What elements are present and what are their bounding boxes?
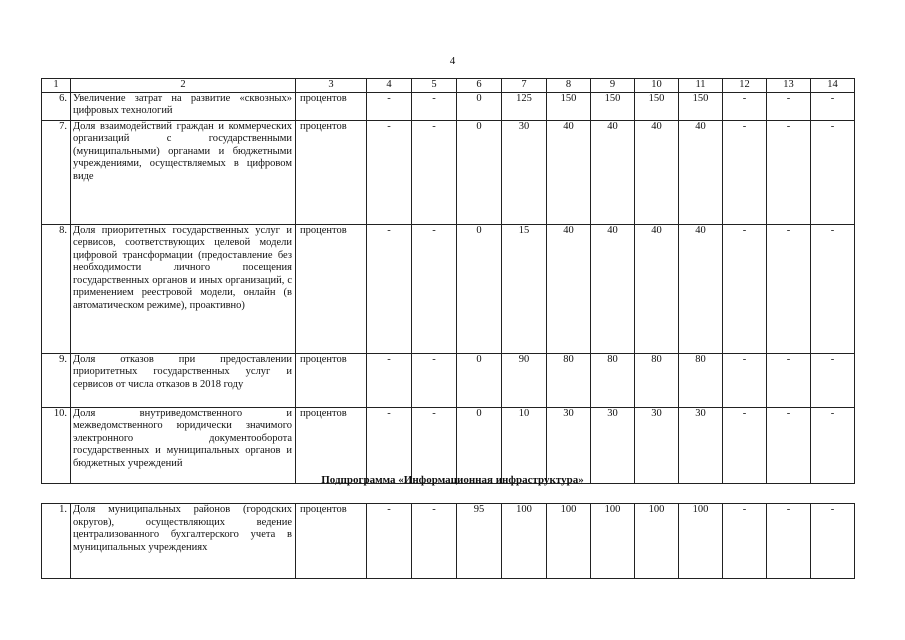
indicator-value: 40	[547, 120, 591, 224]
indicator-value: 40	[591, 120, 635, 224]
table-row	[42, 504, 855, 579]
indicator-value: 150	[547, 92, 591, 120]
subprogram-title: Подпрограмма «Информационная инфраструктура»	[321, 474, 584, 486]
indicator-value: -	[412, 224, 457, 353]
indicator-value: -	[723, 353, 767, 407]
indicator-name: Доля внутриведомственного и межведомственного юридически значимого электронного документооборота государственных и муниципальных органов и бюджетных учреждений	[71, 407, 296, 483]
indicator-value: 100	[591, 504, 635, 579]
indicator-value: 40	[547, 224, 591, 353]
indicator-name: Доля взаимодействий граждан и коммерческих организаций с государственными (муниципальными) органами и бюджетными учреждениями, осуществляемых в цифровом виде	[71, 120, 296, 224]
indicator-value: 80	[679, 353, 723, 407]
column-number-row	[42, 79, 855, 93]
subprogram-table	[41, 503, 855, 579]
indicator-value: -	[723, 407, 767, 483]
column-number: 6	[457, 79, 502, 93]
indicator-value: 30	[679, 407, 723, 483]
unit-of-measure: процентов	[296, 92, 367, 120]
indicator-value: 40	[635, 224, 679, 353]
indicator-value: -	[811, 504, 855, 579]
indicator-name: Доля муниципальных районов (городских округов), осуществляющих ведение централизованного бухгалтерского учета в муниципальных учреждениях	[71, 504, 296, 579]
indicator-value: 0	[457, 120, 502, 224]
column-number: 13	[767, 79, 811, 93]
indicator-value: 40	[679, 224, 723, 353]
indicator-value: 100	[635, 504, 679, 579]
indicators-table	[41, 78, 855, 484]
row-number: 9.	[42, 353, 71, 407]
indicator-value: -	[412, 120, 457, 224]
indicator-value: -	[412, 353, 457, 407]
indicator-value: -	[767, 407, 811, 483]
table-row	[42, 353, 855, 407]
table-row	[42, 407, 855, 483]
unit-of-measure: процентов	[296, 504, 367, 579]
indicator-value: -	[367, 407, 412, 483]
indicator-value: -	[767, 353, 811, 407]
column-number: 7	[502, 79, 547, 93]
indicator-value: -	[811, 224, 855, 353]
indicator-value: -	[412, 92, 457, 120]
indicator-value: 30	[547, 407, 591, 483]
column-number: 12	[723, 79, 767, 93]
indicator-value: 80	[547, 353, 591, 407]
indicator-value: 0	[457, 224, 502, 353]
page-number: 4	[449, 55, 456, 67]
indicator-value: 15	[502, 224, 547, 353]
indicator-value: 40	[591, 224, 635, 353]
row-number: 7.	[42, 120, 71, 224]
column-number: 11	[679, 79, 723, 93]
unit-of-measure: процентов	[296, 224, 367, 353]
unit-of-measure: процентов	[296, 353, 367, 407]
row-number: 8.	[42, 224, 71, 353]
table-row	[42, 224, 855, 353]
indicator-value: 95	[457, 504, 502, 579]
column-number: 10	[635, 79, 679, 93]
row-number: 6.	[42, 92, 71, 120]
indicator-value: -	[412, 504, 457, 579]
table-row	[42, 92, 855, 120]
row-number: 10.	[42, 407, 71, 483]
column-number: 1	[42, 79, 71, 93]
indicator-value: 30	[502, 120, 547, 224]
indicator-value: 0	[457, 92, 502, 120]
indicator-value: 100	[547, 504, 591, 579]
indicator-value: -	[767, 224, 811, 353]
indicator-value: 150	[635, 92, 679, 120]
indicator-value: -	[723, 120, 767, 224]
column-number: 4	[367, 79, 412, 93]
column-number: 5	[412, 79, 457, 93]
indicator-value: -	[367, 92, 412, 120]
indicator-value: -	[723, 224, 767, 353]
indicator-value: -	[723, 92, 767, 120]
indicator-name: Увеличение затрат на развитие «сквозных» цифровых технологий	[71, 92, 296, 120]
indicator-value: -	[367, 504, 412, 579]
indicator-value: 100	[679, 504, 723, 579]
indicator-value: 40	[679, 120, 723, 224]
column-number: 3	[296, 79, 367, 93]
indicator-value: -	[367, 120, 412, 224]
indicator-value: -	[412, 407, 457, 483]
indicator-value: -	[767, 92, 811, 120]
indicator-value: -	[367, 224, 412, 353]
column-number: 2	[71, 79, 296, 93]
indicator-value: 10	[502, 407, 547, 483]
indicator-value: 30	[635, 407, 679, 483]
unit-of-measure: процентов	[296, 407, 367, 483]
indicator-value: 100	[502, 504, 547, 579]
indicator-value: 0	[457, 407, 502, 483]
indicator-value: -	[811, 92, 855, 120]
indicator-value: 125	[502, 92, 547, 120]
column-number: 14	[811, 79, 855, 93]
column-number: 8	[547, 79, 591, 93]
table-row	[42, 120, 855, 224]
indicator-value: -	[811, 353, 855, 407]
indicator-name: Доля приоритетных государственных услуг и сервисов, соответствующих целевой модели цифровой трансформации (предоставление без необходимости личного посещения государственных органов и иных организаций, с применением реестровой модели, онлайн (в автоматическом режиме), проактивно)	[71, 224, 296, 353]
indicator-value: 80	[635, 353, 679, 407]
indicator-name: Доля отказов при предоставлении приоритетных государственных услуг и сервисов от числа отказов в 2018 году	[71, 353, 296, 407]
indicator-value: -	[767, 504, 811, 579]
column-number: 9	[591, 79, 635, 93]
indicator-value: 90	[502, 353, 547, 407]
indicator-value: 80	[591, 353, 635, 407]
indicator-value: 30	[591, 407, 635, 483]
indicator-value: 40	[635, 120, 679, 224]
indicator-value: -	[767, 120, 811, 224]
indicator-value: 150	[679, 92, 723, 120]
indicator-value: -	[723, 504, 767, 579]
row-number: 1.	[42, 504, 71, 579]
unit-of-measure: процентов	[296, 120, 367, 224]
indicator-value: -	[811, 120, 855, 224]
indicator-value: 150	[591, 92, 635, 120]
indicator-value: 0	[457, 353, 502, 407]
indicator-value: -	[367, 353, 412, 407]
indicator-value: -	[811, 407, 855, 483]
